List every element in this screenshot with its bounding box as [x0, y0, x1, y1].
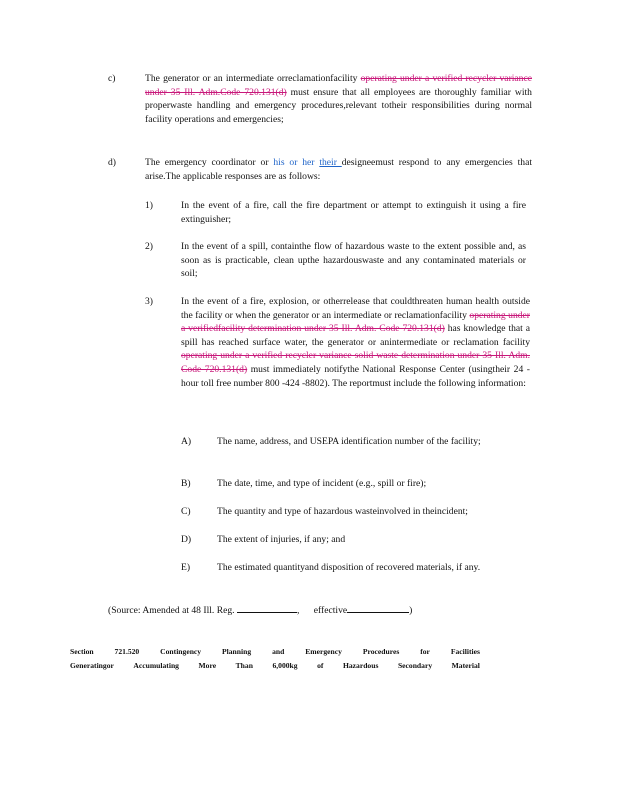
- item-d2-label: 2): [145, 241, 153, 252]
- item-d3-deleted-2: operating under a verified recycler variance solid waste determination under 35 Ill. Adm. Code 720.131(d): [181, 350, 530, 375]
- source-close: ): [409, 605, 413, 616]
- item-A-text: The name, address, and USEPA identification number of the facility;: [217, 436, 481, 447]
- source-register-blank: [237, 602, 297, 613]
- heading-word: Planning: [222, 647, 252, 656]
- item-d3-text-a: In the event of a fire, explosion, or otherrelease that couldthreaten human health outside the facility or when the generator or an intermediate or reclamationfacility: [181, 296, 530, 321]
- heading-word: Section: [70, 647, 94, 656]
- item-d1-label: 1): [145, 200, 153, 211]
- item-D-label: D): [181, 534, 192, 545]
- item-c-text-a: The generator or an intermediate orreclamationfacility: [145, 73, 361, 84]
- heading-word: Procedures: [362, 647, 400, 656]
- item-C-label: C): [181, 506, 191, 517]
- heading-word: for: [420, 647, 430, 656]
- item-d3-deleted-1: operating under a verifiedfacility determination under 35 Ill. Adm. Code 720.131(d): [181, 309, 530, 335]
- heading-word: Hazardous: [342, 661, 379, 670]
- item-d-label: d): [108, 157, 116, 168]
- item-d3-text: [181, 295, 530, 390]
- item-A-label: A): [181, 436, 192, 447]
- item-d-text-a: The emergency coordinator or: [145, 157, 274, 168]
- source-prefix: (Source: Amended at 48 Ill. Reg.: [108, 605, 235, 616]
- item-C-text: The quantity and type of hazardous wasteinvolved in theincident;: [217, 506, 468, 517]
- item-d3-label: 3): [145, 296, 153, 307]
- heading-word: of: [317, 661, 324, 670]
- heading-word: 6,000kg: [272, 661, 298, 670]
- heading-word: Contingency: [160, 647, 202, 656]
- item-d-inserted-underlined: their: [319, 157, 342, 168]
- heading-word: Than: [235, 661, 253, 670]
- item-d-text-b: designeemust respond to any emergencies that arise.The applicable responses are as follows:: [145, 157, 532, 182]
- heading-word: More: [198, 661, 217, 670]
- heading-word: and: [272, 647, 285, 656]
- heading-word: Facilities: [450, 647, 480, 656]
- item-d1-text: In the event of a fire, call the fire department or attempt to extinguish it using a fire extinguisher;: [181, 200, 526, 225]
- item-d3-text-c: must immediately notifythe National Response Center (usingtheir 24 -hour toll free number 800 -424 -8802). The reportmust include the following information:: [181, 363, 530, 389]
- source-note: [108, 602, 508, 618]
- heading-word: Secondary: [397, 661, 433, 670]
- item-c-label: c): [108, 73, 116, 84]
- section-heading-line-1: [70, 645, 480, 658]
- heading-word: Generatingor: [70, 661, 114, 670]
- item-D-text: The extent of injuries, if any; and: [217, 534, 346, 545]
- item-E-text: The estimated quantityand disposition of recovered materials, if any.: [217, 562, 481, 573]
- item-d-inserted-plain: his or her: [273, 157, 320, 168]
- item-B-text: The date, time, and type of incident (e.g., spill or fire);: [217, 478, 427, 489]
- source-effective: effective: [313, 605, 348, 616]
- item-d3-text-b: has knowledge that a spill has reached surface water, the generator or anintermediate or reclamation facility: [181, 323, 531, 348]
- item-E-label: E): [181, 562, 191, 573]
- heading-word: 721.520: [114, 647, 140, 656]
- heading-word: Accumulating: [133, 661, 179, 670]
- heading-word: Material: [451, 661, 480, 670]
- item-c-deleted: operating under a verified recycler variance under 35 Ill. Adm.Code 720.131(d): [145, 73, 532, 98]
- source-effective-blank: [347, 602, 409, 613]
- section-heading-line-2: [70, 659, 480, 672]
- source-comma: ,: [296, 605, 300, 616]
- item-d-text: [145, 156, 532, 183]
- item-B-label: B): [181, 478, 191, 489]
- item-c-text-b: must ensure that all employees are thoroughly familiar with properwaste handling and emergency procedures,relevant totheir responsibilities during normal facility operations and emergencies;: [145, 86, 532, 125]
- item-c-text: [145, 72, 532, 126]
- item-d2-text: In the event of a spill, containthe flow of hazardous waste to the extent possible and, as soon as is practicable, clean upthe hazardouswaste and any contaminated materials or soil;: [181, 241, 526, 280]
- heading-word: Emergency: [305, 647, 342, 656]
